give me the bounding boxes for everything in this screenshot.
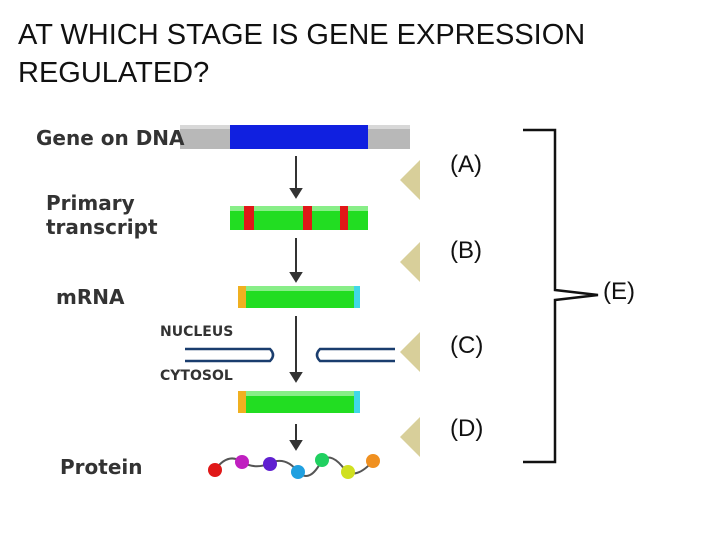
label-primary-transcript: Primary transcript bbox=[46, 191, 158, 239]
nuclear-membrane bbox=[185, 349, 395, 361]
option-c: (C) bbox=[450, 332, 484, 359]
option-a: (A) bbox=[450, 151, 482, 178]
bracket-e bbox=[523, 130, 598, 462]
label-mrna: mRNA bbox=[56, 285, 125, 309]
label-nucleus: NUCLEUS bbox=[160, 324, 234, 340]
label-cytosol: CYTOSOL bbox=[160, 368, 233, 384]
option-d: (D) bbox=[450, 415, 484, 442]
page-title: AT WHICH STAGE IS GENE EXPRESSION REGULATED? bbox=[18, 19, 586, 89]
regulation-markers bbox=[400, 160, 420, 457]
option-b: (B) bbox=[450, 237, 482, 264]
protein-chain bbox=[208, 453, 380, 479]
dna-bar bbox=[180, 125, 410, 149]
label-gene-on-dna: Gene on DNA bbox=[36, 126, 185, 150]
label-protein: Protein bbox=[60, 455, 143, 479]
cytosol-mrna-bar bbox=[238, 391, 360, 413]
mrna-bar bbox=[238, 286, 360, 308]
option-e: (E) bbox=[603, 278, 635, 305]
primary-transcript-bar bbox=[230, 206, 368, 230]
